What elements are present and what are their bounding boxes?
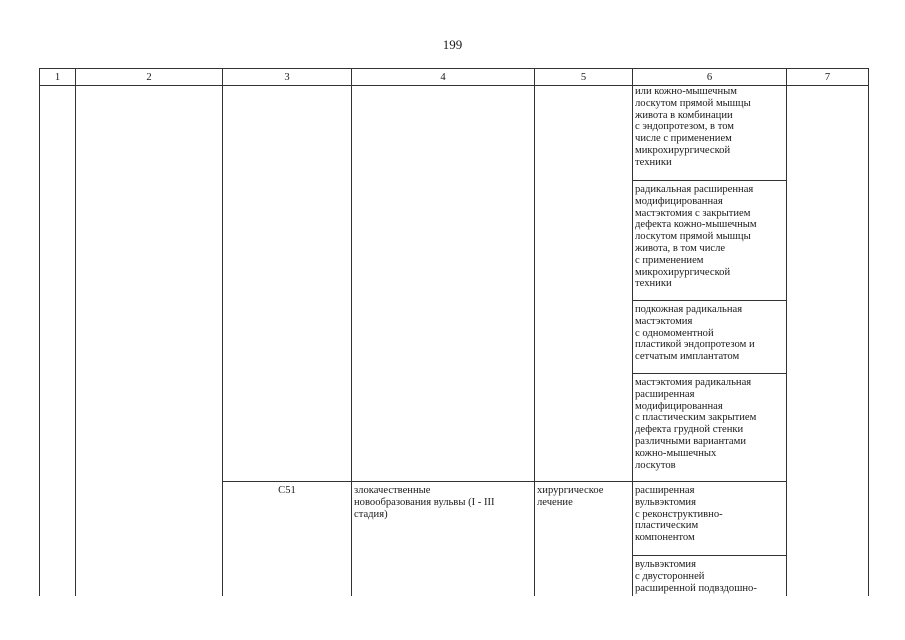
icd-code-cell <box>223 482 352 596</box>
column-number-row <box>40 69 869 86</box>
column-header-4: 4 <box>352 69 535 86</box>
procedure-item: мастэктомия радикальная расширенная модифицированная с пластическим закрытием дефекта грудной стенки различными вариантами кожно-мышечных лоскутов <box>633 374 787 482</box>
cell-col1 <box>40 86 76 596</box>
column-header-7: 7 <box>787 69 869 86</box>
procedure-item: или кожно-мышечным лоскутом прямой мышцы живота в комбинации с эндопротезом, в том числе с применением микрохирургической техники <box>633 86 787 181</box>
cell-col4-c50 <box>352 86 535 482</box>
procedure-item: радикальная расширенная модифицированная мастэктомия с закрытием дефекта кожно-мышечным лоскутом прямой мышцы живота, в том числе с применением микрохирургической техники <box>633 181 787 301</box>
column-header-2: 2 <box>76 69 223 86</box>
column-header-6: 6 <box>633 69 787 86</box>
medical-care-table <box>39 68 869 596</box>
cell-col7 <box>787 86 869 596</box>
cell-col3-c50 <box>223 86 352 482</box>
cell-col2 <box>76 86 223 596</box>
table-row <box>40 86 869 181</box>
procedure-item: вульвэктомия с двусторонней расширенной подвздошно- <box>633 556 787 596</box>
diagnosis-cell: злокачественные новообразования вульвы (I - III стадия) <box>352 482 535 596</box>
column-header-3: 3 <box>223 69 352 86</box>
cell-col5-c50 <box>535 86 633 482</box>
page-number: 199 <box>442 37 463 52</box>
column-header-5: 5 <box>535 69 633 86</box>
column-header-1: 1 <box>40 69 76 86</box>
procedure-item: расширенная вульвэктомия с реконструктивно- пластическим компонентом <box>633 482 787 556</box>
icd-code: C51 <box>278 485 296 496</box>
procedure-item: подкожная радикальная мастэктомия с одномоментной пластикой эндопротезом и сетчатым имплантатом <box>633 301 787 374</box>
treatment-type-cell: хирургическое лечение <box>535 482 633 596</box>
